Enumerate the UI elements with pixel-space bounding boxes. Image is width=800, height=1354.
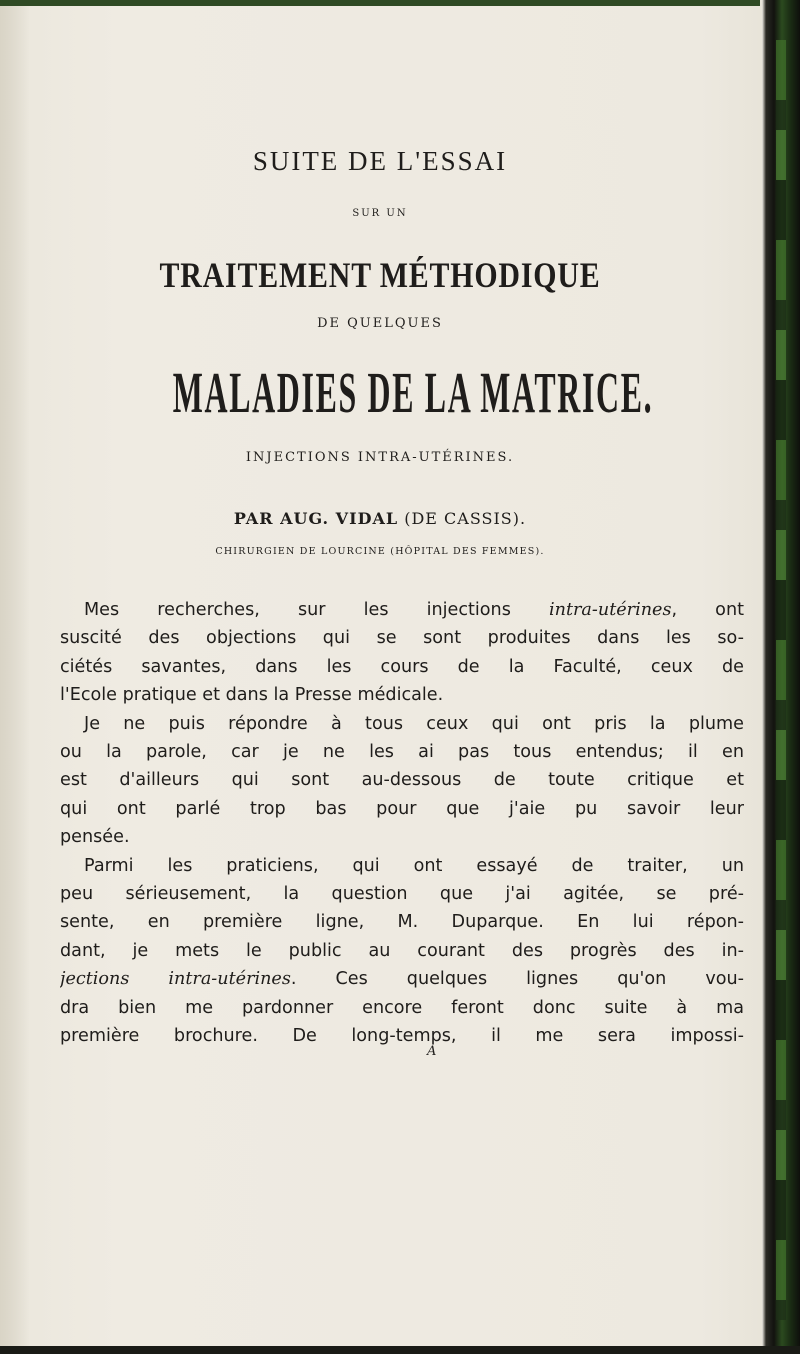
text-line: suscité des objections qui se sont produites dans les so- — [60, 628, 744, 649]
author-affiliation: CHIRURGIEN DE LOURCINE (HÔPITAL DES FEMMES). — [215, 546, 545, 557]
title-sur-un: SUR UN — [352, 208, 408, 219]
title-de-quelques: DE QUELQUES — [317, 316, 443, 331]
title-maladies: MALADIES DE LA MATRICE. — [172, 360, 654, 425]
author-origin: (DE CASSIS). — [398, 509, 527, 528]
signature-mark: A — [427, 1044, 437, 1059]
top-binding-strip — [0, 0, 760, 6]
body-text — [60, 596, 744, 1051]
title-traitement: TRAITEMENT MÉTHODIQUE — [159, 255, 601, 295]
text-line: Mes recherches, sur les injections intra-utérines, ont — [84, 600, 744, 620]
text-line: l'Ecole pratique et dans la Presse médicale. — [60, 685, 444, 706]
text-line: sente, en première ligne, M. Duparque. En lui répon- — [60, 912, 744, 933]
text-line: Je ne puis répondre à tous ceux qui ont pris la plume — [84, 713, 744, 734]
page-edge-shadow — [0, 0, 30, 1354]
text-line: pensée. — [60, 827, 130, 848]
italic-term: jections intra-utérines — [60, 969, 291, 990]
text-line: Parmi les praticiens, qui ont essayé de traiter, un — [84, 855, 744, 876]
bottom-binding-strip — [0, 1346, 800, 1354]
title-suite-essai: SUITE DE L'ESSAI — [252, 146, 508, 176]
title-injections: INJECTIONS INTRA-UTÉRINES. — [245, 450, 515, 465]
author-line — [0, 509, 760, 528]
italic-term: intra-utérines — [548, 600, 672, 620]
text-line: dant, je mets le public au courant des progrès des in- — [60, 940, 744, 961]
text-line: est d'ailleurs qui sont au-dessous de toute critique et — [60, 770, 744, 791]
book-spine — [762, 0, 800, 1354]
text-line: peu sérieusement, la question que j'ai agitée, se pré- — [60, 884, 744, 905]
author-name: PAR AUG. VIDAL — [233, 509, 399, 528]
text-line: qui ont parlé trop bas pour que j'aie pu savoir leur — [60, 798, 744, 819]
text-line: jections intra-utérines. Ces quelques lignes qu'on vou- — [60, 969, 744, 990]
text-line: ciétés savantes, dans les cours de la Faculté, ceux de — [60, 656, 744, 677]
text-line: dra bien me pardonner encore feront donc suite à ma — [60, 997, 744, 1018]
text-line: première brochure. De long-temps, il me sera impossi- — [60, 1026, 744, 1047]
text-line: ou la parole, car je ne les ai pas tous entendus; il en — [60, 742, 744, 763]
